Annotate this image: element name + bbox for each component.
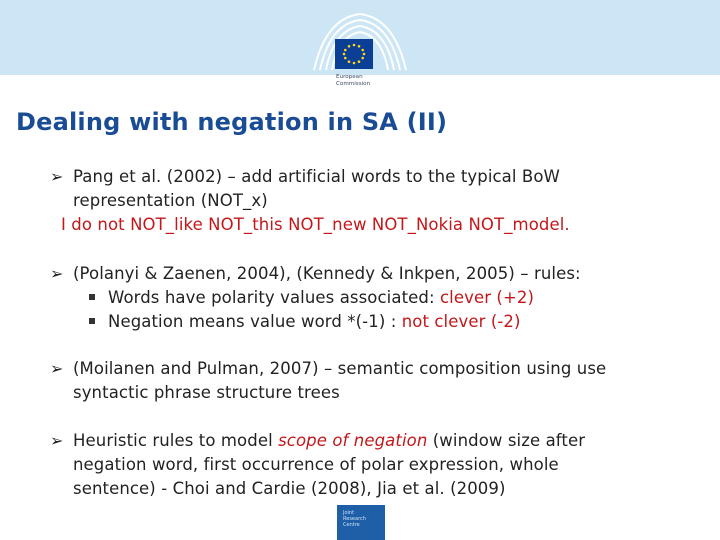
bullet-1-line-2: representation (NOT_x) [73, 191, 268, 210]
square-bullet-icon [89, 294, 95, 300]
bullet-3-line-1: (Moilanen and Pulman, 2007) – semantic composition using use [73, 359, 607, 378]
arrow-bullet-icon: ➢ [50, 431, 64, 450]
bullet-4-line-3: sentence) - Choi and Cardie (2008), Jia et al. (2009) [73, 479, 506, 498]
footer-line-1: Joint [343, 510, 355, 516]
sub-2-highlight: not clever (-2) [401, 312, 521, 331]
arrow-bullet-icon: ➢ [50, 264, 64, 283]
bullet-3-line-2: syntactic phrase structure trees [73, 383, 340, 402]
bullet-4-line-2: negation word, first occurrence of polar expression, whole [73, 455, 559, 474]
arrow-bullet-icon: ➢ [50, 167, 64, 186]
slide-title: Dealing with negation in SA (II) [16, 108, 448, 136]
footer-text [343, 510, 366, 528]
sub-2-text: Negation means value word *(-1) : [108, 312, 402, 331]
sub-1-text: Words have polarity values associated: [108, 288, 440, 307]
bullet-4-line-1 [73, 431, 585, 450]
negation-example: I do not NOT_like NOT_this NOT_new NOT_Nokia NOT_model. [61, 215, 570, 234]
square-bullet-icon [89, 318, 95, 324]
logo-line-2: Commission [336, 81, 371, 87]
bullet-2-sub-2 [108, 312, 521, 331]
sub-1-highlight: clever (+2) [439, 288, 535, 307]
bullet-2-line-1: (Polanyi & Zaenen, 2004), (Kennedy & Inkpen, 2005) – rules: [73, 264, 581, 283]
footer-line-2: Research [343, 516, 366, 522]
bullet-2-sub-1 [108, 288, 534, 307]
footer-line-3: Centre [343, 522, 360, 528]
logo-line-1: European [336, 74, 363, 80]
bullet-4-suffix: (window size after [427, 431, 586, 450]
scope-of-negation: scope of negation [278, 431, 428, 450]
bullet-1-line-1: Pang et al. (2002) – add artificial words to the typical BoW [73, 167, 560, 186]
arrow-bullet-icon: ➢ [50, 359, 64, 378]
jrc-footer-logo [337, 505, 385, 540]
bullet-4-prefix: Heuristic rules to model [73, 431, 279, 450]
